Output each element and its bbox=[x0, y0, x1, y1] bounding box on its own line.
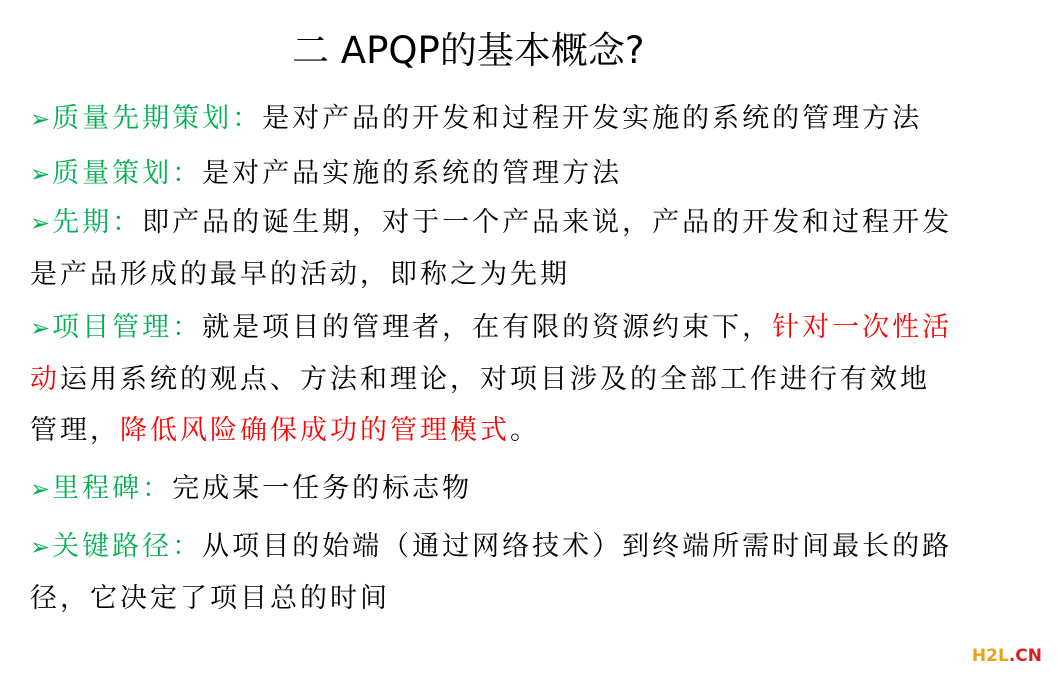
arrow-bullet-icon: ➢ bbox=[30, 209, 51, 237]
list-item bbox=[30, 148, 1030, 200]
page-title: 二 APQP的基本概念? bbox=[292, 29, 645, 72]
arrow-bullet-icon: ➢ bbox=[30, 533, 51, 561]
item-line bbox=[30, 405, 1030, 456]
item-line bbox=[30, 249, 1030, 300]
item-line bbox=[30, 463, 1030, 515]
item-line bbox=[30, 148, 1030, 200]
definition-text: 运用系统的观点、方法和理论，对项目涉及的全部工作进行有效地 bbox=[60, 364, 930, 395]
list-item bbox=[30, 302, 1030, 456]
list-item bbox=[30, 521, 1030, 624]
arrow-bullet-icon: ➢ bbox=[30, 105, 51, 133]
highlight-text: 动 bbox=[30, 364, 60, 395]
list-item bbox=[30, 463, 1030, 515]
definition-text: 管理， bbox=[30, 415, 120, 446]
arrow-bullet-icon: ➢ bbox=[30, 314, 51, 342]
arrow-bullet-icon: ➢ bbox=[30, 160, 51, 188]
definition-text: 是对产品实施的系统的管理方法 bbox=[202, 158, 623, 189]
list-item bbox=[30, 93, 1030, 145]
definition-text: 是对产品的开发和过程开发实施的系统的管理方法 bbox=[262, 103, 923, 134]
list-item bbox=[30, 197, 1030, 300]
definition-text: 是产品形成的最早的活动，即称之为先期 bbox=[30, 259, 570, 290]
highlight-text: 降低风险确保成功的管理模式 bbox=[120, 415, 510, 446]
watermark-logo bbox=[972, 646, 1042, 666]
term-label: 先期： bbox=[52, 207, 143, 238]
item-line bbox=[30, 573, 1030, 624]
definition-text: 径，它决定了项目总的时间 bbox=[30, 583, 390, 614]
item-line bbox=[30, 354, 1030, 405]
definition-text: 就是项目的管理者，在有限的资源约束下， bbox=[202, 312, 773, 343]
definition-text: 。 bbox=[510, 415, 540, 446]
item-line bbox=[30, 93, 1030, 145]
term-label: 项目管理： bbox=[52, 312, 203, 343]
definition-text: 完成某一任务的标志物 bbox=[172, 473, 473, 504]
term-label: 质量先期策划： bbox=[52, 103, 263, 134]
definition-text: 从项目的始端（通过网络技术）到终端所需时间最长的路 bbox=[202, 531, 953, 562]
watermark-part: CN bbox=[1015, 646, 1042, 666]
item-line bbox=[30, 521, 1030, 573]
item-line bbox=[30, 302, 1030, 354]
item-line bbox=[30, 197, 1030, 249]
term-label: 关键路径： bbox=[52, 531, 203, 562]
term-label: 里程碑： bbox=[52, 473, 173, 504]
watermark-part: H2L bbox=[971, 646, 1009, 666]
watermark-part: . bbox=[1008, 646, 1016, 666]
term-label: 质量策划： bbox=[52, 158, 203, 189]
highlight-text: 针对一次性活 bbox=[772, 312, 953, 343]
arrow-bullet-icon: ➢ bbox=[30, 475, 51, 503]
definition-text: 即产品的诞生期，对于一个产品来说，产品的开发和过程开发 bbox=[142, 207, 953, 238]
